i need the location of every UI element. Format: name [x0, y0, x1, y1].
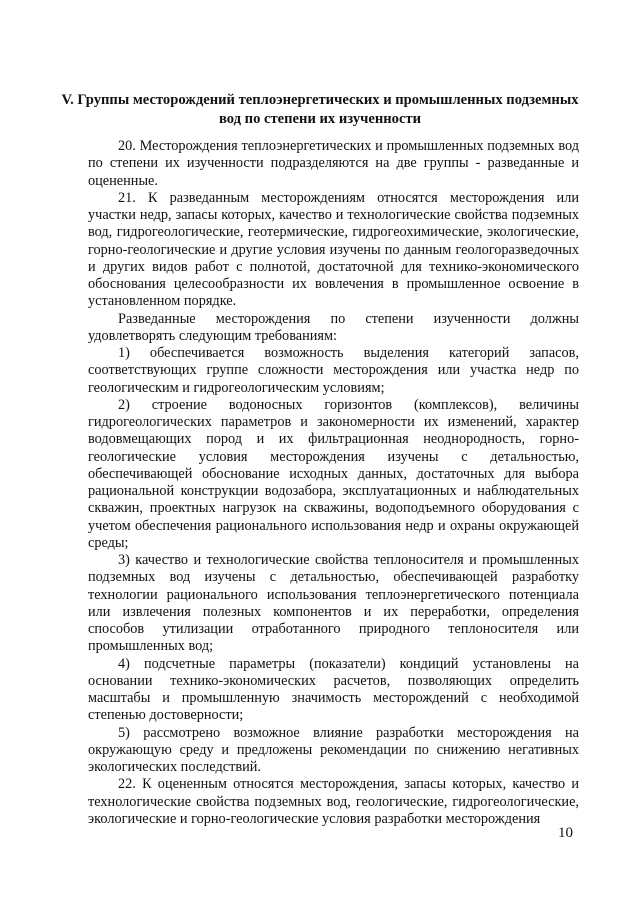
list-item-1: 1) обеспечивается возможность выделения категорий запасов, соответствующих группе сложности месторождения или участка недр по геологическим и гидрогеологическим условиям;	[88, 345, 579, 396]
list-item-4: 4) подсчетные параметры (показатели) кондиций установлены на основании технико-экономических расчетов, позволяющих определить масштабы и промышленную значимость месторождений с необходимой степенью достоверности;	[88, 655, 579, 724]
document-body	[88, 138, 579, 828]
paragraph-22: 22. К оцененным относятся месторождения, запасы которых, качество и технологические свойства подземных вод, геологические, гидрогеологические, экологические и горно-геологические условия разработки месторождения	[88, 776, 579, 827]
list-item-5: 5) рассмотрено возможное влияние разработки месторождения на окружающую среду и предложены рекомендации по снижению негативных экологических последствий.	[88, 724, 579, 775]
paragraph-21: 21. К разведанным месторождениям относятся месторождения или участки недр, запасы которых, качество и технологические свойства подземных вод, гидрогеологические, геотермические, гидрогеохимические, экологические, горно-геологические и другие условия изучены по данным геологоразведочных и других видов работ с полнотой, достаточной для технико-экономического обоснования целесообразности их вовлечения в промышленное освоение в установленном порядке.	[88, 189, 579, 310]
page-number: 10	[558, 825, 573, 841]
list-item-3: 3) качество и технологические свойства теплоносителя и промышленных подземных вод изучены с детальностью, обеспечивающей разработку технологии рационального использования теплоэнергетического потенциала или извлечения полезных компонентов и их переработки, определения способов утилизации отработанного природного теплоносителя или промышленных вод;	[88, 552, 579, 655]
list-item-2: 2) строение водоносных горизонтов (комплексов), величины гидрогеологических параметров и закономерности их изменений, характер водовмещающих пород и их фильтрационная неоднородность, горно-геологические условия месторождения изучены с детальностью, обеспечивающей обоснование исходных данных, достаточных для выбора рациональной конструкции водозабора, эксплуатационных и наблюдательных скважин, проектных нагрузок на скважины, водоподъемного оборудования с учетом обеспечения рационального использования недр и охраны окружающей среды;	[88, 396, 579, 551]
paragraph-20: 20. Месторождения теплоэнергетических и промышленных подземных вод по степени их изученности подразделяются на две группы - разведанные и оцененные.	[88, 138, 579, 189]
section-title: V. Группы месторождений теплоэнергетических и промышленных подземных вод по степени их изученности	[61, 92, 579, 127]
paragraph-requirements-intro: Разведанные месторождения по степени изученности должны удовлетворять следующим требованиям:	[88, 310, 579, 344]
